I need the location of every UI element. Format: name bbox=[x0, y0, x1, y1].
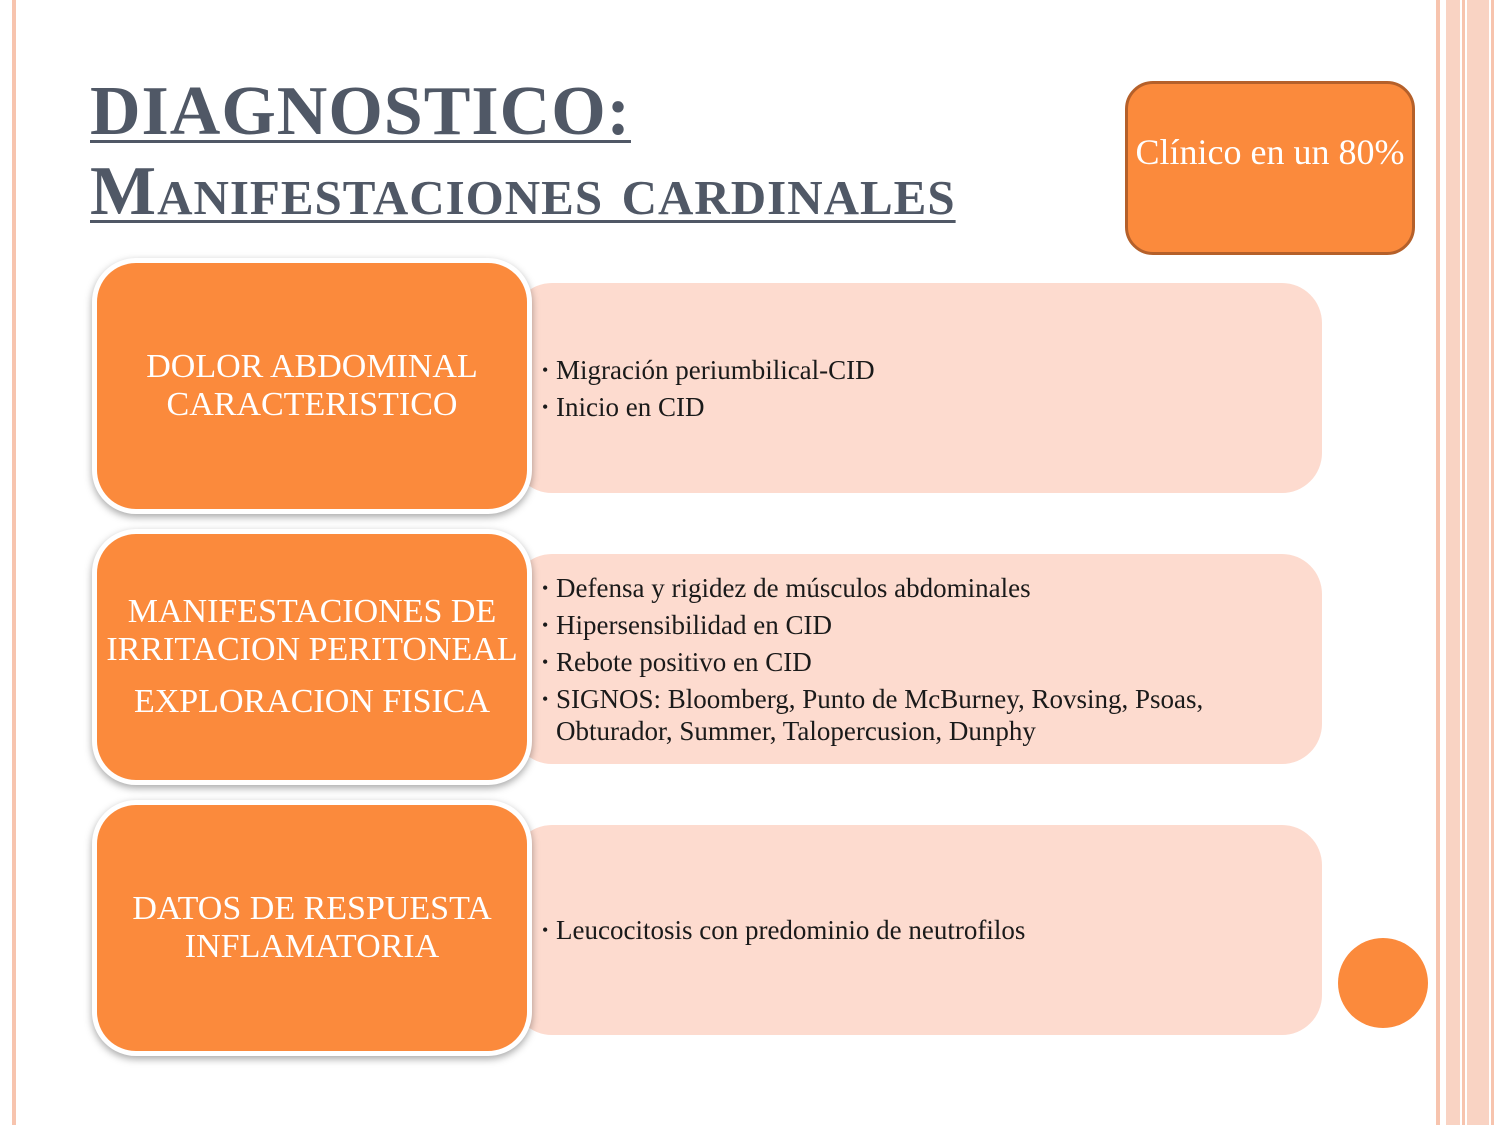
right-decorative-stripe bbox=[1462, 0, 1465, 1125]
bullet-panel bbox=[512, 283, 1322, 493]
bullet-list bbox=[542, 567, 1322, 752]
left-decorative-stripe bbox=[12, 0, 16, 1125]
badge-label: MANIFESTACIONES DE IRRITACION PERITONEAL bbox=[106, 593, 518, 668]
category-badge bbox=[92, 800, 532, 1056]
bullet-list bbox=[542, 909, 1322, 951]
bullet-list bbox=[542, 349, 1322, 428]
badge-label: DOLOR ABDOMINAL CARACTERISTICO bbox=[146, 348, 478, 423]
diagnostic-row-pain bbox=[92, 258, 1324, 518]
badge-label: DATOS DE RESPUESTA INFLAMATORIA bbox=[132, 890, 492, 965]
bullet-item: • Rebote positivo en CID bbox=[542, 646, 1322, 678]
slide-title-line2: Manifestaciones cardinales bbox=[90, 153, 956, 230]
bullet-item: • SIGNOS: Bloomberg, Punto de McBurney, Rovsing, Psoas, Obturador, Summer, Talopercusion, Dunphy bbox=[542, 683, 1322, 747]
diagnostic-row-peritoneal bbox=[92, 529, 1324, 789]
right-decorative-stripe bbox=[1446, 0, 1460, 1125]
right-decorative-stripe bbox=[1467, 0, 1489, 1125]
diagnostic-row-inflammatory bbox=[92, 800, 1324, 1060]
slide-title-line1: DIAGNOSTICO: bbox=[90, 73, 631, 150]
slide-title bbox=[90, 72, 1120, 232]
bullet-item: • Leucocitosis con predominio de neutrofilos bbox=[542, 914, 1322, 946]
decorative-circle bbox=[1338, 938, 1428, 1028]
category-badge bbox=[92, 529, 532, 785]
right-decorative-stripe bbox=[1436, 0, 1440, 1125]
bullet-item: • Migración periumbilical-CID bbox=[542, 354, 1322, 386]
right-decorative-stripe bbox=[1491, 0, 1494, 1125]
bullet-item: • Defensa y rigidez de músculos abdominales bbox=[542, 572, 1322, 604]
bullet-item: • Hipersensibilidad en CID bbox=[542, 609, 1322, 641]
category-badge bbox=[92, 258, 532, 514]
bullet-item: • Inicio en CID bbox=[542, 391, 1322, 423]
bullet-panel bbox=[512, 554, 1322, 764]
callout-box: Clínico en un 80% bbox=[1125, 81, 1415, 255]
badge-sublabel: EXPLORACION FISICA bbox=[133, 683, 491, 720]
bullet-panel bbox=[512, 825, 1322, 1035]
